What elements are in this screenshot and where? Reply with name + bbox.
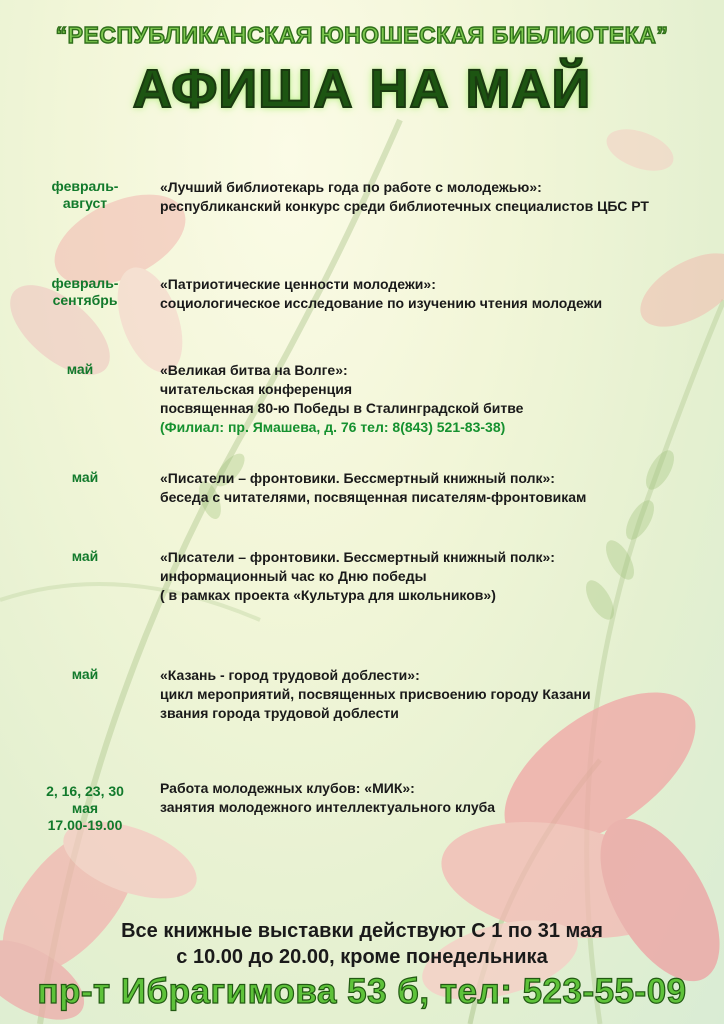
event-description: «Казань - город трудовой доблести»: цикл мероприятий, посвященных присвоению городу Казани звания города трудовой доблести (160, 667, 591, 721)
exhibitions-notice: Все книжные выставки действуют С 1 по 31 мая с 10.00 до 20.00, кроме понедельника (121, 920, 603, 968)
event-date: май (71, 469, 99, 485)
event-date: май (71, 548, 99, 564)
event-date: 2, 16, 23, 30 мая 17.00-19.00 (46, 783, 124, 833)
organization-name: “РЕСПУБЛИКАНСКАЯ ЮНОШЕСКАЯ БИБЛИОТЕКА” (55, 22, 669, 48)
event-description: «Лучший библиотекарь года по работе с молодежью»: республиканский конкурс среди библиотечных специалистов ЦБС РТ (160, 179, 649, 214)
event-description: «Писатели – фронтовики. Бессмертный книжный полк»: беседа с читателями, посвященная писателям-фронтовикам (160, 470, 587, 505)
address-phone: пр-т Ибрагимова 53 б, тел: 523-55-09 (37, 972, 687, 1011)
header (0, 22, 724, 49)
page-title: АФИША НА МАЙ (132, 59, 592, 119)
event-description: Работа молодежных клубов: «МИК»: занятия молодежного интеллектуального клуба (160, 780, 496, 815)
event-description: «Писатели – фронтовики. Бессмертный книжный полк»: информационный час ко Дню победы ( в рамках проекта «Культура для школьников») (160, 549, 555, 603)
event-note: (Филиал: пр. Ямашева, д. 76 тел: 8(843) 521-83-38) (160, 419, 506, 435)
event-date: февраль- август (51, 178, 119, 211)
event-date: февраль- сентябрь (51, 275, 119, 308)
event-description: «Патриотические ценности молодежи»: социологическое исследование по изучению чтения молодежи (160, 276, 603, 311)
event-date: май (71, 666, 99, 682)
event-description: «Великая битва на Волге»: читательская конференция посвященная 80-ю Победы в Сталинградской битве (Филиал: пр. Ямашева, д. 76 тел: 8(843) 521-83-38) (160, 361, 700, 437)
event-date: май (66, 361, 94, 377)
